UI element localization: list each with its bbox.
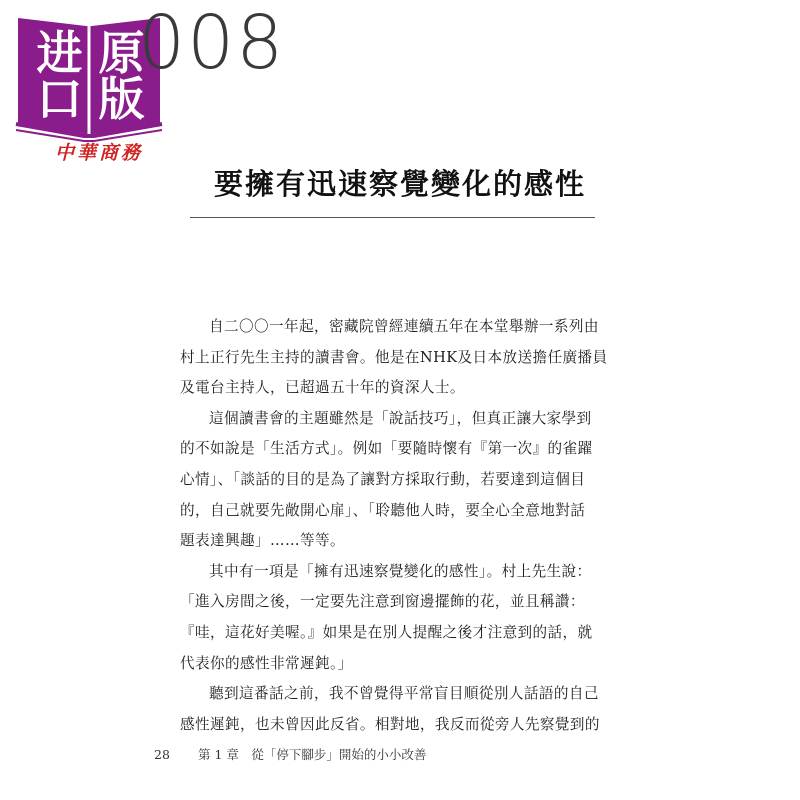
text-line: 這個讀書會的主題雖然是「說話技巧」，但真正讓大家學到 [209, 409, 592, 427]
footer-page-number: 28 [154, 747, 170, 762]
badge-char: 原 [98, 26, 146, 80]
paragraph [180, 312, 620, 404]
text-line: 的，自己就要先敞開心扉」、「聆聽他人時，要全心全意地對話 [180, 501, 586, 519]
text-line: 心情」、「談話的目的是為了讓對方採取行動，若要達到這個目 [180, 470, 586, 488]
text-line: 「進入房間之後，一定要先注意到窗邊擺飾的花，並且稱讚： [180, 593, 585, 611]
text-line: 的不如說是「生活方式」。例如「要隨時懷有『第一次』的雀躍 [180, 440, 593, 458]
title-divider [190, 217, 595, 218]
text-line: 感性遲鈍，也未曾因此反省。相對地，我反而從旁人先察覺到的 [180, 715, 600, 733]
text-line: 其中有一項是「擁有迅速察覺變化的感性」。村上先生說： [209, 562, 592, 580]
paragraph [180, 557, 620, 679]
page-footer [154, 745, 426, 763]
chapter-number: 008 [138, 0, 286, 86]
badge-left-text [34, 26, 86, 126]
badge-char: 口 [36, 72, 84, 126]
text-line: 題表達興趣」……等等。 [180, 532, 345, 550]
text-line: 『哇，這花好美喔。』如果是在別人提醒之後才注意到的話，就 [180, 623, 593, 641]
body-text [180, 312, 620, 740]
text-line: 及電台主持人，已超過五十年的資深人士。 [180, 379, 465, 397]
footer-chapter-title: 第 1 章 從「停下腳步」開始的小小改善 [197, 747, 427, 762]
text-line: 村上正行先生主持的讀書會。他是在NHK及日本放送擔任廣播員 [180, 348, 608, 366]
brand-signature: 中華商務 [54, 142, 143, 164]
text-line: 自二〇〇一年起，密藏院曾經連續五年在本堂舉辦一系列由 [209, 318, 599, 335]
text-line: 聽到這番話之前，我不曾覺得平常盲目順從別人話語的自己 [209, 685, 599, 703]
text-line: 代表你的感性非常遲鈍。」 [180, 654, 353, 672]
badge-char: 进 [36, 26, 84, 80]
page-title: 要擁有迅速察覺變化的感性 [213, 167, 586, 201]
badge-char: 版 [98, 72, 146, 126]
paragraph [180, 679, 620, 740]
paragraph [180, 404, 620, 557]
